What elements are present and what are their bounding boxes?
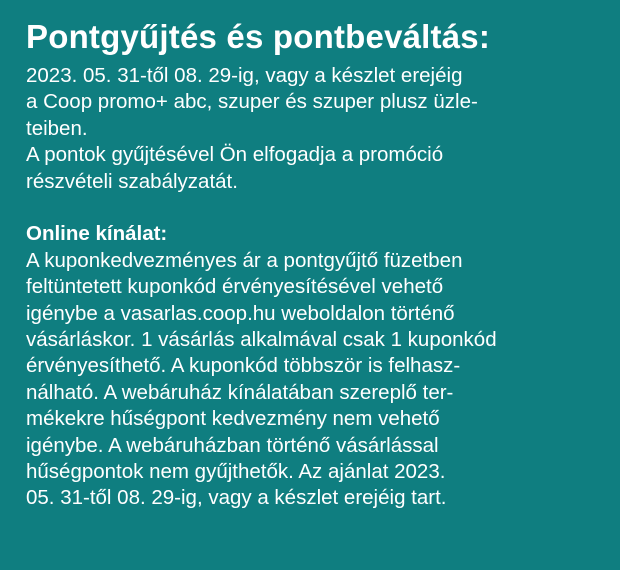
online-line: feltüntetett kuponkód érvényesítésével vehető: [26, 275, 444, 299]
online-line: 05. 31-től 08. 29-ig, vagy a készlet erejéig tart.: [26, 486, 447, 510]
online-line: mékekre hűségpont kedvezmény nem vehető: [26, 407, 440, 431]
intro-line: teiben.: [26, 116, 88, 140]
intro-line: A pontok gyűjtésével Ön elfogadja a promóció: [26, 143, 444, 167]
intro-line: a Coop promo+ abc, szuper és szuper plusz üzle-: [26, 90, 478, 114]
online-line: hűségpontok nem gyűjthetők. Az ajánlat 2023.: [26, 460, 446, 484]
paragraph-gap: [26, 195, 596, 221]
online-line: igénybe. A webáruházban történő vásárlással: [26, 433, 439, 457]
page-title: Pontgyűjtés és pontbeváltás:: [26, 18, 491, 55]
intro-line: részvételi szabályzatát.: [26, 169, 238, 193]
online-line: igénybe a vasarlas.coop.hu weboldalon történő: [26, 301, 455, 325]
online-offer-heading: Online kínálat:: [26, 222, 168, 246]
online-line: vásárláskor. 1 vásárlás alkalmával csak 1 kuponkód: [26, 328, 497, 352]
intro-line: 2023. 05. 31-től 08. 29-ig, vagy a készlet erejéig: [26, 64, 463, 87]
terms-body: [26, 63, 596, 512]
online-line: érvényesíthető. A kuponkód többször is felhasz-: [26, 354, 461, 378]
online-line: nálható. A webáruház kínálatában szereplő ter-: [26, 380, 454, 404]
online-line: A kuponkedvezményes ár a pontgyűjtő füzetben: [26, 248, 463, 272]
